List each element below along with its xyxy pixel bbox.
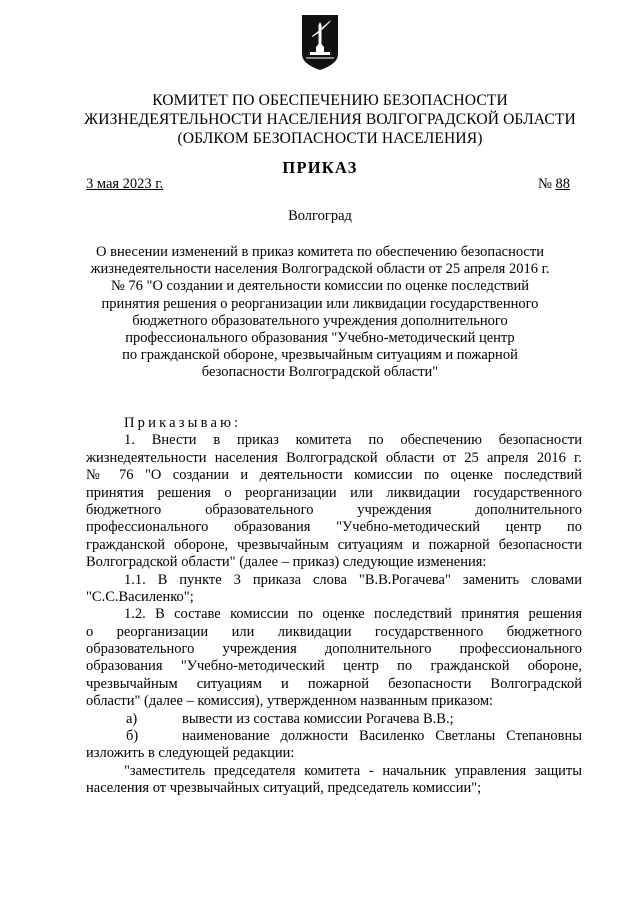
paragraph-1-2-line: образования "Учебно-методический центр по гражданской обороне, [86, 658, 582, 675]
org-line: (ОБЛКОМ БЕЗОПАСНОСТИ НАСЕЛЕНИЯ) [177, 130, 483, 147]
paragraph-1-2-line: чрезвычайным ситуациям и пожарной безопасности Волгоградской [86, 675, 582, 692]
volgograd-coat-of-arms-icon [300, 14, 340, 71]
subject-line: жизнедеятельности населения Волгоградской области от 25 апреля 2016 г. [90, 261, 550, 278]
subject-line: принятия решения о реорганизации или ликвидации государственного [101, 295, 539, 312]
paragraph-1-line: бюджетного образовательного учреждения дополнительного [86, 501, 582, 518]
order-body [86, 415, 582, 798]
subject-line: бюджетного образовательного учреждения дополнительного [132, 312, 508, 329]
org-line: ЖИЗНЕДЕЯТЕЛЬНОСТИ НАСЕЛЕНИЯ ВОЛГОГРАДСКОЙ ОБЛАСТИ [84, 111, 576, 128]
paragraph-1-2-line: о реорганизации или ликвидации государственного бюджетного [86, 623, 582, 640]
paragraph-1-line: Волгоградской области" (далее – приказ) следующие изменения: [86, 554, 487, 571]
quote-line: "заместитель председателя комитета - начальник управления защиты [124, 762, 582, 779]
subject-line: профессионального образования "Учебно-методический центр [125, 330, 515, 347]
city-name: Волгоград [288, 208, 352, 224]
list-item-text: вывести из состава комиссии Рогачева В.В.; [182, 710, 454, 727]
subject-line: по гражданской обороне, чрезвычайным ситуациям и пожарной [122, 347, 518, 364]
paragraph-1-1-line: 1.1. В пункте 3 приказа слова "В.В.Рогачева" заменить словами [124, 571, 582, 588]
paragraph-1-line: гражданской обороне, чрезвычайным ситуациям и пожарной безопасности [86, 536, 582, 553]
list-item-marker: б) [126, 728, 139, 745]
paragraph-1-2-line: области" (далее – комиссия), утвержденном названным приказом: [86, 693, 494, 710]
list-item-marker: а) [126, 710, 138, 727]
list-item-continuation: изложить в следующей редакции: [86, 745, 295, 762]
list-item-a [86, 711, 582, 728]
order-subject [70, 244, 570, 382]
number-value: 88 [555, 176, 570, 192]
document-type-title: ПРИКАЗ [282, 158, 358, 177]
order-word: Приказываю: [124, 415, 242, 431]
paragraph-1-line: № 76 "О создании и деятельности комиссии по оценке последствий [86, 467, 582, 484]
org-line: КОМИТЕТ ПО ОБЕСПЕЧЕНИЮ БЕЗОПАСНОСТИ [152, 92, 508, 109]
paragraph-1-1-line: "С.С.Василенко"; [86, 588, 194, 605]
paragraph-1-line: жизнедеятельности населения Волгоградской области от 25 апреля 2016 г. [86, 449, 582, 466]
paragraph-1-2-line: 1.2. В составе комиссии по оценке последствий принятия решения [124, 606, 582, 623]
paragraph-1-line: 1. Внести в приказ комитета по обеспечению безопасности [124, 432, 582, 449]
subject-line: О внесении изменений в приказ комитета по обеспечению безопасности [96, 244, 544, 260]
subject-line: № 76 "О создании и деятельности комиссии по оценке последствий [110, 278, 530, 295]
organization-name [60, 91, 600, 148]
order-number [538, 176, 570, 193]
paragraph-1-line: принятия решения о реорганизации или ликвидации государственного [86, 484, 582, 501]
quote-line: населения от чрезвычайных ситуаций, председатель комиссии"; [86, 780, 482, 797]
paragraph-1-line: профессионального образования "Учебно-методический центр по [86, 519, 582, 536]
number-prefix: № [538, 176, 552, 192]
list-item-b [86, 728, 582, 745]
subject-line: безопасности Волгоградской области" [201, 364, 439, 381]
list-item-text: наименование должности Василенко Светланы Степановны [182, 728, 582, 745]
paragraph-1-2-line: образовательного учреждения дополнительного профессионального [86, 641, 582, 658]
order-date: 3 мая 2023 г. [86, 176, 164, 192]
